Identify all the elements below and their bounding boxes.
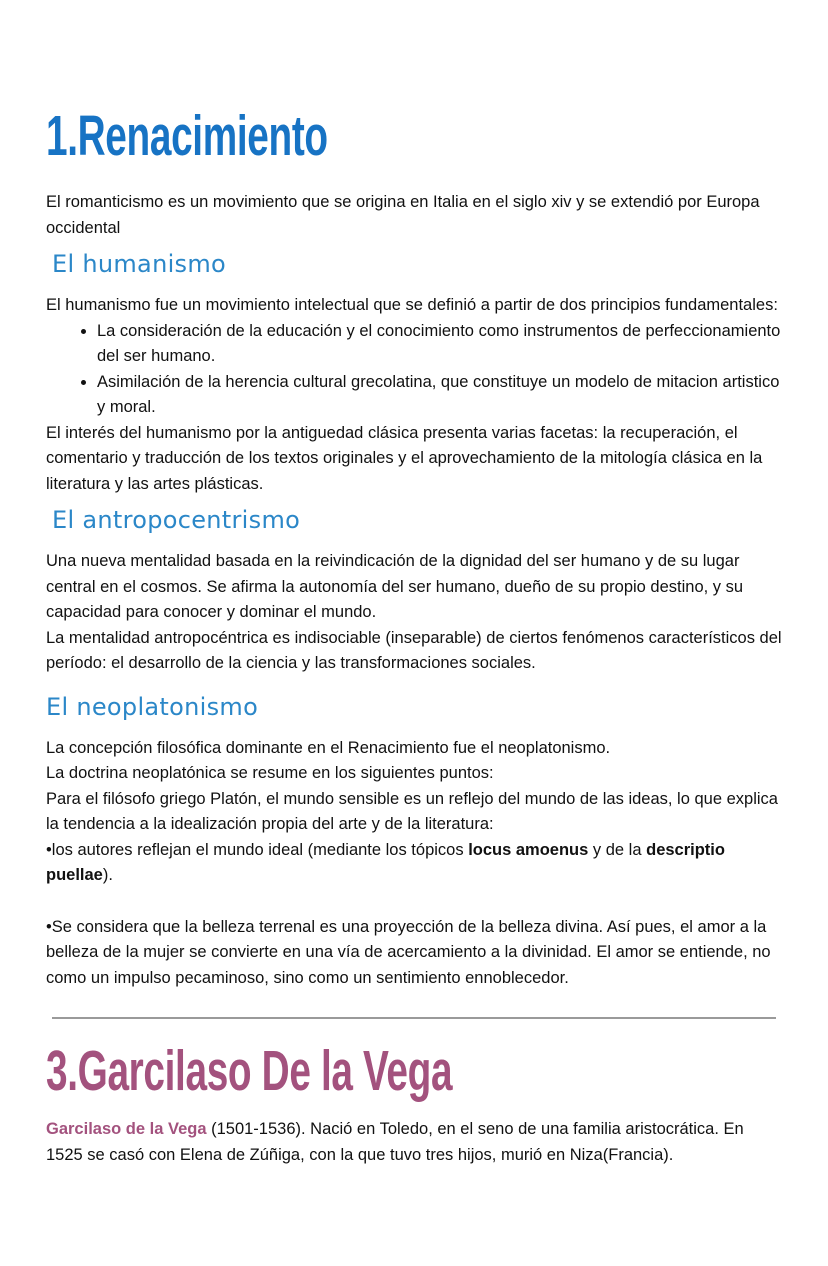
antropocentrismo-paragraph-1: Una nueva mentalidad basada en la reivindicación de la dignidad del ser humano y de su lugar central en el cosmos. Se afirma la autonomía del ser humano, dueño de su propio destino, y su capacidad para conocer y dominar el mundo. <box>46 552 744 621</box>
garcilaso-title-text: 3.Garcilaso De la Vega <box>46 1039 453 1103</box>
latin-term-locus-amoenus: locus amoenus <box>468 840 589 859</box>
neoplatonismo-heading: El neoplatonismo <box>46 692 259 721</box>
neoplatonismo-paragraph-1: La concepción filosófica dominante en el Renacimiento fue el neoplatonismo. <box>46 738 611 757</box>
renacimiento-title-text: 1.Renacimiento <box>46 104 328 168</box>
garcilaso-paragraph <box>46 1117 782 1168</box>
garcilaso-title <box>46 1039 782 1103</box>
bullet-item-educacion: • La consideración de la educación y el conocimiento como instrumentos de perfeccionamiento del ser humano. <box>97 319 782 370</box>
humanismo-bullet-list <box>46 319 782 421</box>
humanismo-paragraph-2: El interés del humanismo por la antiguedad clásica presenta varias facetas: la recuperación, el comentario y traducción de los textos originales y el aprovechamiento de la mitología clásica en la literatura y las artes plásticas. <box>46 423 763 493</box>
section-divider <box>52 1017 776 1019</box>
latin-term-descriptio-puellae: descriptio puellae <box>46 840 725 884</box>
antropocentrismo-heading: El antropocentrismo <box>52 506 301 534</box>
neoplatonismo-paragraph-4 <box>46 838 782 889</box>
p4-text-start: •los autores reflejan el mundo ideal (mediante los tópicos <box>46 840 469 859</box>
humanismo-heading: El humanismo <box>52 250 227 278</box>
garcilaso-name-highlight: Garcilaso de la Vega <box>46 1120 207 1138</box>
humanismo-paragraph-1: El humanismo fue un movimiento intelectual que se definió a partir de dos principios fundamentales: <box>46 296 778 314</box>
neoplatonismo-paragraph-5: •Se considera que la belleza terrenal es una proyección de la belleza divina. Así pues, el amor a la belleza de la mujer se convierte en una vía de acercamiento a la divinidad. El amor se entiende, no como un impulso pecaminoso, sino como un sentimiento ennoblecedor. <box>46 917 771 987</box>
neoplatonismo-paragraph-3: Para el filósofo griego Platón, el mundo sensible es un reflejo del mundo de las ideas, lo que explica la tendencia a la idealización propia del arte y de la literatura: <box>46 789 778 833</box>
neoplatonismo-paragraph-2: La doctrina neoplatónica se resume en los siguientes puntos: <box>46 764 494 782</box>
garcilaso-bio-text: (1501-1536). Nació en Toledo, en el seno de una familia aristocrática. En 1525 se casó con Elena de Zúñiga, con la que tuvo tres hijos, murió en Niza(Francia). <box>46 1120 744 1164</box>
antropocentrismo-paragraph-2: La mentalidad antropocéntrica es indisociable (inseparable) de ciertos fenómenos característicos del período: el desarrollo de la ciencia y las transformaciones sociales. <box>46 628 782 672</box>
p4-text-end: ). <box>102 866 113 884</box>
bullet-item-asimilacion: • Asimilación de la herencia cultural grecolatina, que constituye un modelo de mitacion artistico y moral. <box>97 370 782 421</box>
intro-paragraph: El romanticismo es un movimiento que se origina en Italia en el siglo xiv y se extendió por Europa occidental <box>46 193 760 237</box>
renacimiento-title <box>46 104 782 168</box>
p4-text-middle: y de la <box>588 840 647 859</box>
